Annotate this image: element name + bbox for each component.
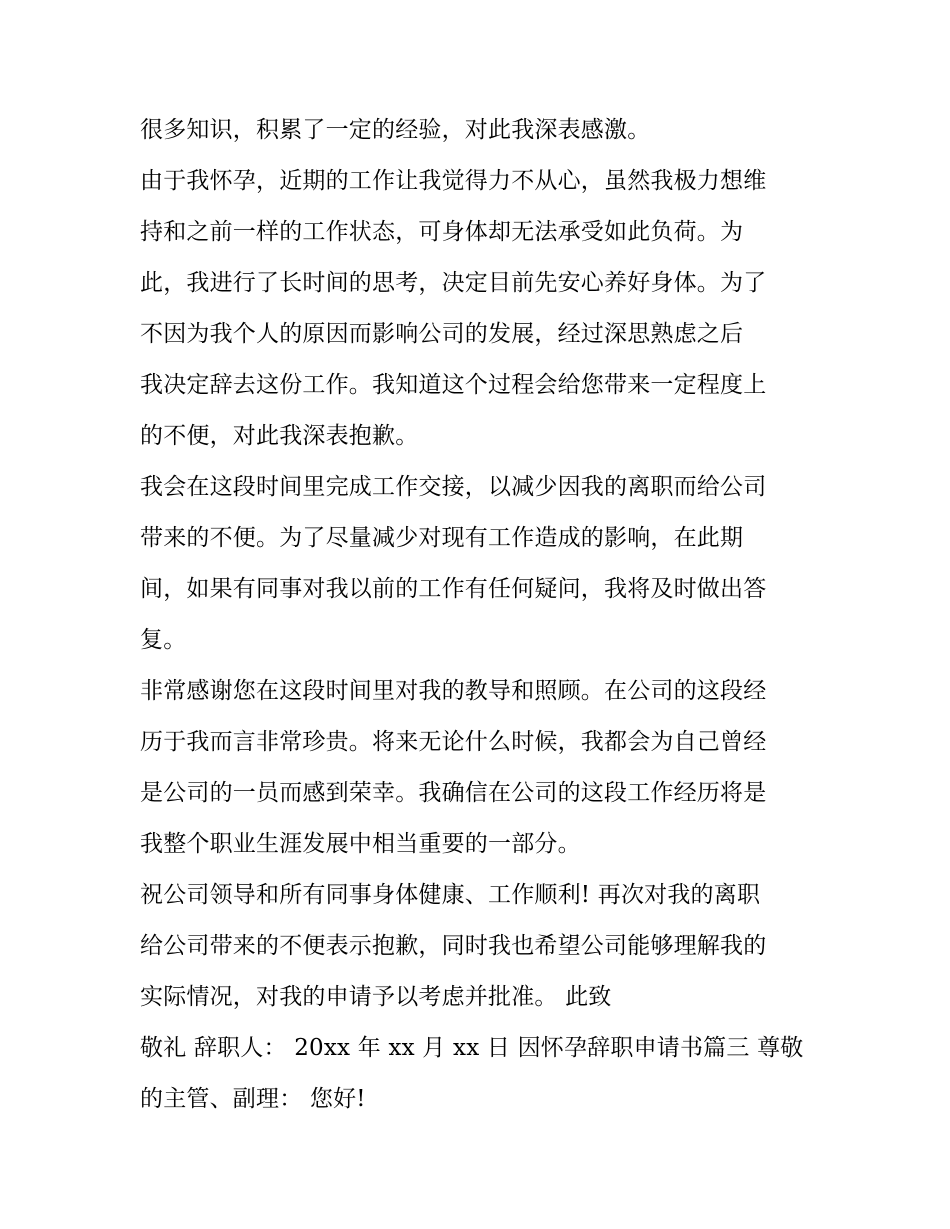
text-line: 复。: [140, 627, 187, 653]
text-line: 我决定辞去这份工作。我知道这个过程会给您带来一定程度上: [140, 372, 767, 398]
text-line: 由于我怀孕，近期的工作让我觉得力不从心，虽然我极力想维: [140, 168, 767, 194]
text-line: 实际情况，对我的申请予以考虑并批准。 此致: [140, 984, 612, 1010]
text-line: 不因为我个人的原因而影响公司的发展，经过深思熟虑之后: [140, 321, 744, 347]
text-line: 带来的不便。为了尽量减少对现有工作造成的影响，在此期: [140, 525, 744, 551]
text-line: 很多知识，积累了一定的经验，对此我深表感激。: [140, 117, 651, 143]
text-line: 持和之前一样的工作状态，可身体却无法承受如此负荷。为: [140, 219, 744, 245]
text-line: 给公司带来的不便表示抱歉，同时我也希望公司能够理解我的: [140, 933, 767, 959]
text-line: 历于我而言非常珍贵。将来无论什么时候，我都会为自己曾经: [140, 729, 767, 755]
text-line: 非常感谢您在这段时间里对我的教导和照顾。在公司的这段经: [140, 678, 767, 704]
text-line: 的主管、副理： 您好!: [140, 1086, 366, 1112]
text-line: 我整个职业生涯发展中相当重要的一部分。: [140, 831, 581, 857]
text-line: 的不便，对此我深表抱歉。: [140, 423, 419, 449]
text-line: 敬礼 辞职人： 20xx 年 xx 月 xx 日 因怀孕辞职申请书篇三 尊敬: [140, 1035, 804, 1061]
text-line: 祝公司领导和所有同事身体健康、工作顺利! 再次对我的离职: [140, 882, 761, 908]
text-line: 间，如果有同事对我以前的工作有任何疑问，我将及时做出答: [140, 576, 767, 602]
document-body: [140, 108, 820, 1128]
text-line: 是公司的一员而感到荣幸。我确信在公司的这段工作经历将是: [140, 780, 767, 806]
text-line: 我会在这段时间里完成工作交接，以减少因我的离职而给公司: [140, 474, 767, 500]
text-line: 此，我进行了长时间的思考，决定目前先安心养好身体。为了: [140, 270, 767, 296]
